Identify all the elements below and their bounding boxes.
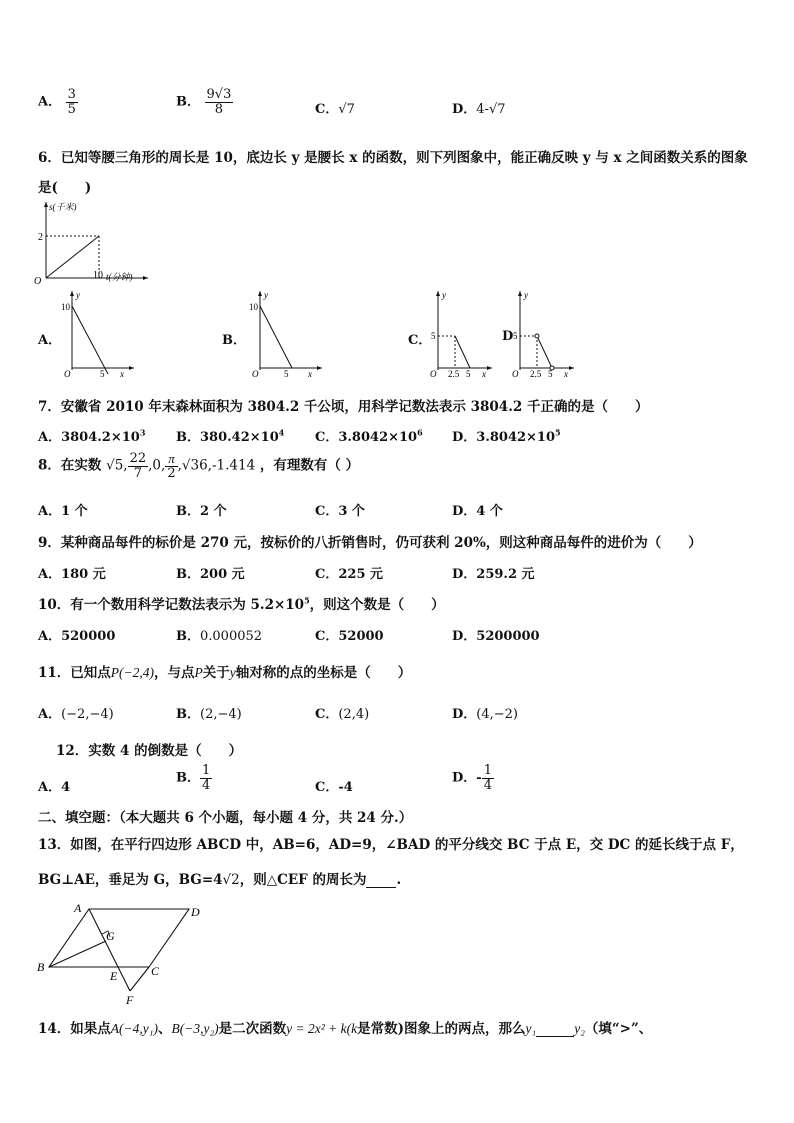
q10-stem: 10．有一个数用科学记数法表示为 $5.2\times 10^5$，则这个数是（ ） (38, 595, 445, 613)
svg-text:O: O (430, 369, 437, 378)
svg-text:y: y (442, 290, 446, 300)
svg-text:x: x (482, 369, 486, 378)
ref-xtick: 10 (93, 270, 103, 281)
fraction: $\frac{1}{4}$ (202, 763, 211, 793)
fraction: $\frac{\pi}{2}$ (167, 451, 176, 481)
svg-text:x: x (120, 369, 124, 378)
q11-option-c[interactable]: C．(2,4) (315, 707, 370, 722)
q8-option-a[interactable]: A．1 个 (38, 504, 88, 519)
q6-option-b-graph[interactable] (246, 288, 326, 378)
svg-text:D: D (191, 905, 200, 919)
q7-option-d[interactable]: D．$3.8042\times 10^5$ (452, 427, 561, 445)
svg-text:x: x (308, 369, 312, 378)
svg-text:2.5: 2.5 (448, 369, 460, 378)
q13-stem-line1: 13．如图，在平行四边形 ABCD 中，AB=6，AD=9，∠BAD 的平分线交 BC 于点 E，交 DC 的延长线于点 F， (38, 837, 744, 853)
svg-text:5: 5 (548, 369, 553, 378)
q13-stem-line2: BG⊥AE，垂足为 G，BG=4√2，则△CEF 的周长为 . (38, 872, 402, 888)
q5-option-d[interactable]: D．4-√7 (452, 102, 506, 117)
q6-option-c-graph[interactable] (424, 288, 496, 378)
q8-option-c[interactable]: C．3 个 (315, 504, 365, 519)
fraction: $\frac{22}{7}$ (129, 451, 147, 481)
q11-option-a[interactable]: A．(−2,−4) (38, 707, 114, 722)
ref-xlabel: t(分钟) (106, 272, 133, 282)
q11-option-b[interactable]: B．(2,−4) (176, 707, 242, 722)
q9-option-b[interactable]: B．200 元 (176, 567, 245, 582)
ref-ylabel: s(千米) (49, 202, 77, 212)
q10-option-d[interactable]: D．5200000 (452, 629, 540, 644)
q7-option-c[interactable]: C．$3.8042\times 10^6$ (315, 427, 423, 445)
svg-text:2.5: 2.5 (530, 369, 542, 378)
svg-text:y: y (524, 290, 528, 300)
fraction: $\frac{3}{5}$ (67, 87, 76, 117)
svg-text:5: 5 (466, 369, 471, 378)
q12-option-c[interactable]: C．-4 (315, 780, 353, 795)
svg-text:A: A (74, 901, 82, 915)
q13-parallelogram-figure (34, 898, 214, 1010)
answer-blank[interactable] (536, 1036, 574, 1037)
q6-option-a-graph[interactable] (58, 288, 138, 378)
q9-option-d[interactable]: D．259.2 元 (452, 567, 535, 582)
q5-option-c[interactable]: C．√7 (315, 102, 355, 117)
q14-stem: 14．如果点A(−4,y₁)、B(−3,y₂)是二次函数y = 2x² + k(k是常数)图象上的两点，那么y₁ y₂（填“>”、 (38, 1021, 653, 1037)
q6-option-b-label[interactable]: B． (222, 333, 246, 348)
q7-option-a[interactable]: A．$3804.2\times 10^3$ (38, 427, 146, 445)
q10-option-a[interactable]: A．520000 (38, 629, 116, 644)
svg-text:5: 5 (100, 369, 105, 378)
q9-stem: 9．某种商品每件的标价是 270 元，按标价的八折销售时，仍可获利 20%，则这种商品每件的进价为（ ） (38, 535, 702, 551)
svg-text:x: x (564, 369, 568, 378)
q7-stem: 7．安徽省 2010 年末森林面积为 3804.2 千公顷，用科学记数法表示 3804.2 千正确的是（ ） (38, 399, 649, 415)
q11-stem: 11．已知点P(−2,4)，与点P关于y轴对称的点的坐标是（ ） (38, 665, 412, 681)
svg-text:C: C (151, 964, 160, 978)
q9-option-c[interactable]: C．225 元 (315, 567, 384, 582)
q6-reference-graph (32, 198, 150, 286)
svg-text:5: 5 (284, 369, 289, 378)
q7-option-b[interactable]: B．$380.42\times 10^4$ (176, 427, 285, 445)
q6-option-a-label[interactable]: A． (38, 333, 62, 348)
q5-option-a[interactable]: A． $\frac{3}{5}$ (38, 87, 76, 117)
svg-text:E: E (110, 969, 118, 983)
q8-stem: 8．在实数 √5, $\frac{22}{7}$ ,0, $\frac{\pi}{2}$ ,√36,-1.414 ，有理数有（ ） (38, 451, 360, 481)
q12-option-b[interactable]: B． $\frac{1}{4}$ (176, 763, 211, 793)
q6-option-d-graph[interactable] (506, 288, 578, 378)
section-2-heading: 二、填空题：（本大题共 6 个小题，每小题 4 分，共 24 分.） (38, 810, 413, 826)
answer-blank[interactable] (366, 887, 396, 888)
svg-text:5: 5 (513, 331, 518, 341)
q6-option-d-label[interactable]: D (502, 329, 514, 344)
q12-option-a[interactable]: A．4 (38, 780, 71, 795)
q6-stem-line1: 6．已知等腰三角形的周长是 10，底边长 y 是腰长 x 的函数，则下列图象中，能正确反映 y 与 x 之间函数关系的图象 (38, 150, 748, 166)
q12-stem: 12．实数 4 的倒数是（ ） (56, 743, 243, 759)
q8-option-b[interactable]: B．2 个 (176, 504, 227, 519)
svg-text:10: 10 (61, 302, 70, 312)
svg-text:O: O (252, 369, 259, 378)
fraction: $\frac{9√3}{8}$ (206, 87, 232, 117)
q12-option-d[interactable]: D．- $\frac{1}{4}$ (452, 763, 492, 793)
svg-text:F: F (126, 993, 134, 1007)
svg-text:5: 5 (431, 331, 436, 341)
svg-text:10: 10 (249, 302, 258, 312)
q8-option-d[interactable]: D．4 个 (452, 504, 503, 519)
q6-stem-line2: 是( ) (38, 180, 92, 196)
svg-text:y: y (76, 290, 80, 300)
svg-text:O: O (64, 369, 71, 378)
q6-option-c-label[interactable]: C． (408, 333, 432, 348)
svg-text:G: G (106, 929, 115, 943)
q5-option-b[interactable]: B． $\frac{9√3}{8}$ (176, 87, 232, 117)
ref-origin: O (34, 276, 42, 286)
q11-option-d[interactable]: D．(4,−2) (452, 707, 518, 722)
fraction: $\frac{1}{4}$ (483, 763, 492, 793)
svg-text:y: y (264, 290, 268, 300)
svg-text:O: O (512, 369, 519, 378)
svg-text:B: B (37, 960, 45, 974)
q10-option-c[interactable]: C．52000 (315, 629, 384, 644)
ref-ytick: 2 (38, 232, 43, 243)
q10-option-b[interactable]: B．0.000052 (176, 629, 263, 644)
q9-option-a[interactable]: A．180 元 (38, 567, 106, 582)
